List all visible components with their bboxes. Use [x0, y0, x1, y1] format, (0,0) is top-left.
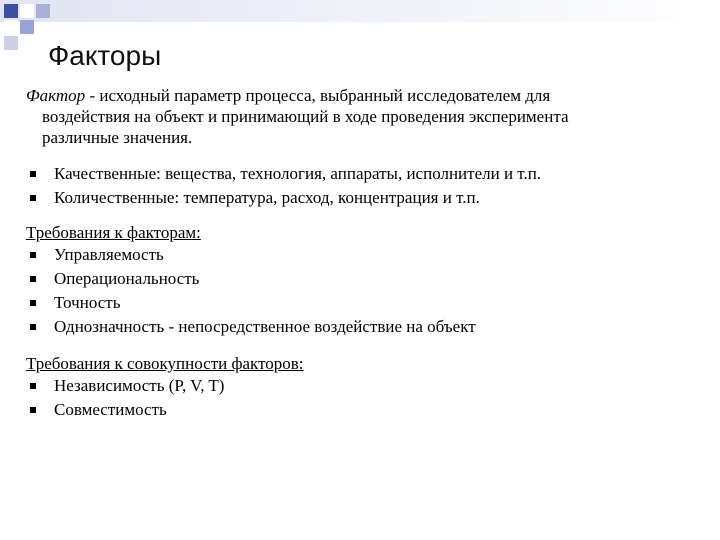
square-bullet-icon: [30, 171, 36, 177]
list-item: Управляемость: [26, 243, 706, 267]
factor-types-list: [26, 162, 706, 210]
square-bullet-icon: [30, 252, 36, 258]
definition-line-1: - исходный параметр процесса, выбранный исследователем для: [85, 86, 551, 105]
square-bullet-icon: [30, 276, 36, 282]
list-item: Независимость (P, V, T): [26, 374, 706, 398]
list-item: Точность: [26, 291, 706, 315]
list-item: Операциональность: [26, 267, 706, 291]
slide-title: Факторы: [48, 40, 162, 71]
definition-line-2: воздействия на объект и принимающий в ходе проведения эксперимента: [42, 107, 569, 126]
square-bullet-icon: [30, 324, 36, 330]
requirements-list: [26, 243, 706, 339]
list-item: Качественные: вещества, технология, аппараты, исполнители и т.п.: [26, 162, 706, 186]
slide-content: [26, 85, 706, 422]
definition-paragraph: [26, 85, 706, 148]
definition-term: Фактор: [26, 86, 86, 105]
list-item: Количественные: температура, расход, концентрация и т.п.: [26, 186, 706, 210]
list-item: Совместимость: [26, 398, 706, 422]
square-bullet-icon: [30, 407, 36, 413]
definition-line-3: различные значения.: [42, 128, 193, 147]
square-bullet-icon: [30, 195, 36, 201]
square-bullet-icon: [30, 300, 36, 306]
list-item: Однозначность - непосредственное воздействие на объект: [26, 315, 706, 339]
requirements-heading: Требования к факторам:: [26, 223, 201, 242]
set-requirements-list: [26, 374, 706, 422]
square-bullet-icon: [30, 383, 36, 389]
set-requirements-heading: Требования к совокупности факторов:: [26, 354, 304, 373]
